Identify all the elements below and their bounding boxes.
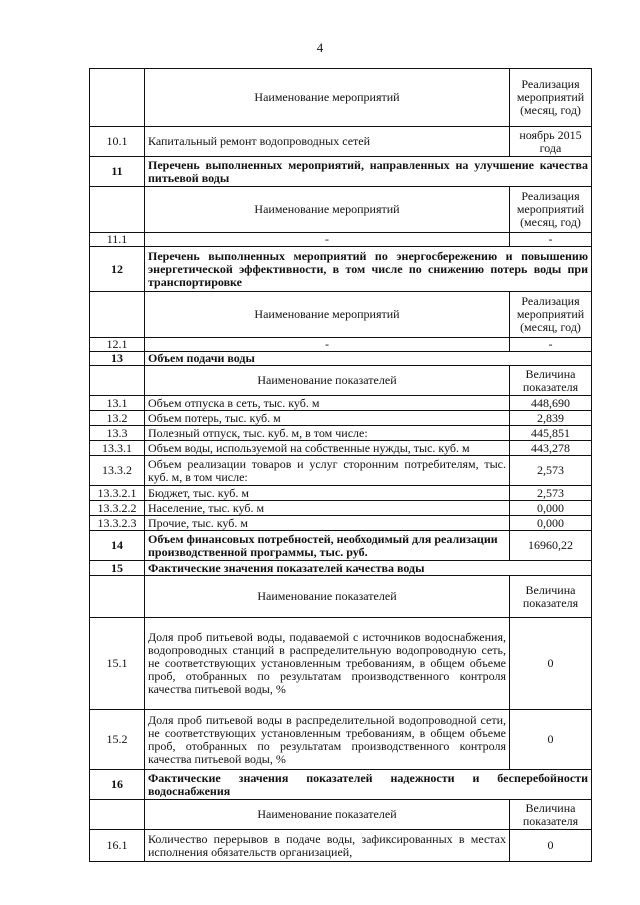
item-value: 2,839 — [510, 411, 592, 426]
table-row — [90, 561, 592, 576]
row-number: 13.3.2.3 — [90, 516, 145, 531]
section-number: 11 — [90, 157, 145, 187]
table-row — [90, 710, 592, 770]
section-title: Фактические значения показателей надежности и бесперебойности водоснабжения — [145, 770, 592, 800]
row-number: 10.1 — [90, 127, 145, 157]
item-value: 2,573 — [510, 486, 592, 501]
item-value: 445,851 — [510, 426, 592, 441]
table-row — [90, 411, 592, 426]
section-title: Перечень выполненных мероприятий, направленных на улучшение качества питьевой воды — [145, 157, 592, 187]
value-column-header: Реализация мероприятий (месяц, год) — [510, 292, 592, 338]
table-row — [90, 770, 592, 800]
column-header: Наименование показателей — [145, 366, 510, 396]
item-value: 448,690 — [510, 396, 592, 411]
item-name: Объем потерь, тыс. куб. м — [145, 411, 510, 426]
item-value: 0,000 — [510, 516, 592, 531]
report-table — [89, 68, 592, 862]
value-column-header: Величина показателя — [510, 800, 592, 830]
table-row — [90, 396, 592, 411]
item-value: - — [510, 233, 592, 247]
value-column-header: Величина показателя — [510, 576, 592, 618]
row-number: 11.1 — [90, 233, 145, 247]
table-row — [90, 233, 592, 247]
table-row — [90, 456, 592, 486]
row-number: 13.3.2.2 — [90, 501, 145, 516]
item-value: 0 — [510, 618, 592, 710]
table-row — [90, 486, 592, 501]
item-name: Прочие, тыс. куб. м — [145, 516, 510, 531]
item-name: Доля проб питьевой воды в распределительной водопроводной сети, не соответствующих установленным требованиям, в общем объеме проб, отобранных по результатам производственного контроля качества питьевой воды, % — [145, 710, 510, 770]
item-name: Объем отпуска в сеть, тыс. куб. м — [145, 396, 510, 411]
item-value: 0 — [510, 710, 592, 770]
section-number: 15 — [90, 561, 145, 576]
item-name: Объем воды, используемой на собственные нужды, тыс. куб. м — [145, 441, 510, 456]
table-row — [90, 127, 592, 157]
table-row — [90, 576, 592, 618]
row-number: 14 — [90, 531, 145, 561]
table-row — [90, 247, 592, 292]
item-name: Население, тыс. куб. м — [145, 501, 510, 516]
table-row — [90, 441, 592, 456]
table-row — [90, 157, 592, 187]
table-row — [90, 501, 592, 516]
row-number-cell — [90, 69, 145, 127]
item-value: 443,278 — [510, 441, 592, 456]
item-name: Объем реализации товаров и услуг сторонним потребителям, тыс. куб. м, в том числе: — [145, 456, 510, 486]
table-row — [90, 830, 592, 862]
row-number-cell — [90, 187, 145, 233]
row-number: 13.1 — [90, 396, 145, 411]
value-column-header: Реализация мероприятий (месяц, год) — [510, 187, 592, 233]
row-number-cell — [90, 800, 145, 830]
item-name: Капитальный ремонт водопроводных сетей — [145, 127, 510, 157]
item-name: - — [145, 233, 510, 247]
item-value: 16960,22 — [510, 531, 592, 561]
value-column-header: Величина показателя — [510, 366, 592, 396]
section-number: 16 — [90, 770, 145, 800]
item-value: 0,000 — [510, 501, 592, 516]
table-row — [90, 531, 592, 561]
row-number-cell — [90, 366, 145, 396]
row-number: 15.2 — [90, 710, 145, 770]
row-number-cell — [90, 576, 145, 618]
column-header: Наименование показателей — [145, 576, 510, 618]
table-row — [90, 516, 592, 531]
item-value: 2,573 — [510, 456, 592, 486]
item-value: - — [510, 338, 592, 352]
section-number: 12 — [90, 247, 145, 292]
value-column-header: Реализация мероприятий (месяц, год) — [510, 69, 592, 127]
row-number: 13.3.1 — [90, 441, 145, 456]
item-value: 0 — [510, 830, 592, 862]
column-header: Наименование мероприятий — [145, 69, 510, 127]
item-name: Полезный отпуск, тыс. куб. м, в том числе: — [145, 426, 510, 441]
item-name: Бюджет, тыс. куб. м — [145, 486, 510, 501]
table-row — [90, 366, 592, 396]
page-number: 4 — [316, 40, 324, 55]
section-title: Объем подачи воды — [145, 352, 592, 366]
column-header: Наименование показателей — [145, 800, 510, 830]
row-number: 13.3 — [90, 426, 145, 441]
column-header: Наименование мероприятий — [145, 292, 510, 338]
table-row — [90, 292, 592, 338]
item-name: - — [145, 338, 510, 352]
table-row — [90, 338, 592, 352]
item-value: ноябрь 2015 года — [510, 127, 592, 157]
section-number: 13 — [90, 352, 145, 366]
item-name: Объем финансовых потребностей, необходимый для реализации производственной программы, тыс. руб. — [145, 531, 510, 561]
section-title: Перечень выполненных мероприятий по энергосбережению и повышению энергетической эффективности, в том числе по снижению потерь воды при транспортировке — [145, 247, 592, 292]
row-number: 13.3.2.1 — [90, 486, 145, 501]
table-row — [90, 426, 592, 441]
table-row — [90, 618, 592, 710]
item-name: Количество перерывов в подаче воды, зафиксированных в местах исполнения обязательств организацией, — [145, 830, 510, 862]
row-number: 13.3.2 — [90, 456, 145, 486]
column-header: Наименование мероприятий — [145, 187, 510, 233]
table-row — [90, 352, 592, 366]
row-number: 13.2 — [90, 411, 145, 426]
row-number-cell — [90, 292, 145, 338]
table-row — [90, 187, 592, 233]
row-number: 12.1 — [90, 338, 145, 352]
row-number: 16.1 — [90, 830, 145, 862]
table-row — [90, 69, 592, 127]
row-number: 15.1 — [90, 618, 145, 710]
item-name: Доля проб питьевой воды, подаваемой с источников водоснабжения, водопроводных станций в распределительную водопроводную сеть, не соответствующих установленным требованиям, в общем объеме проб, отобранных по результатам производственного контроля качества питьевой воды, % — [145, 618, 510, 710]
section-title: Фактические значения показателей качества воды — [145, 561, 592, 576]
table-row — [90, 800, 592, 830]
